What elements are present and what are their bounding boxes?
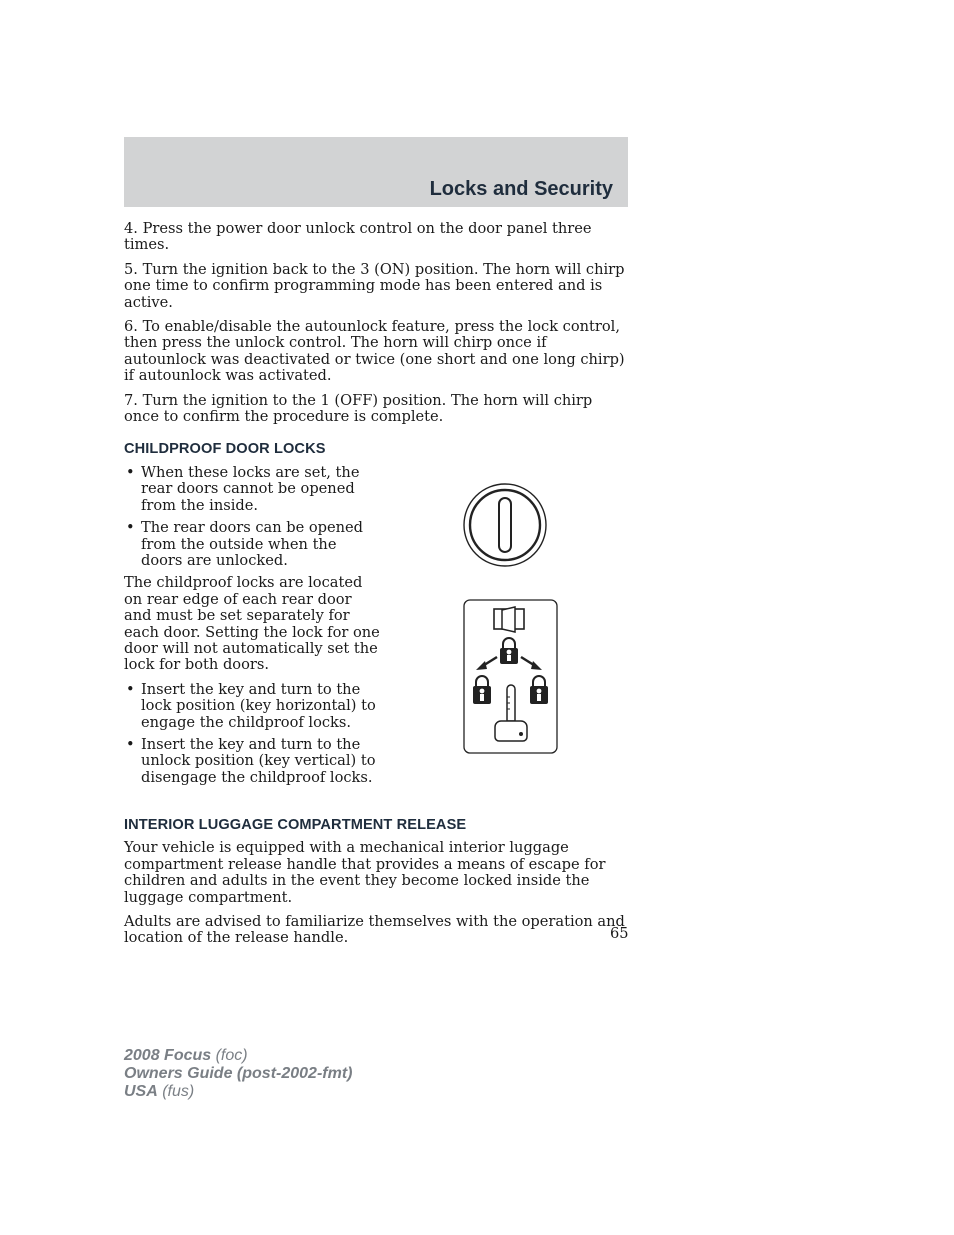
childproof-section	[124, 465, 628, 801]
childproof-paragraph: The childproof locks are located on rear edge of each rear door and must be set separately for each door. Setting the lock for one door will not automatically set the lock for both doors.	[124, 574, 380, 674]
step-6: 6. To enable/disable the autounlock feature, press the lock control, then press the unlock control. The horn will chirp once if autounlock was deactivated or twice (one short and one long chirp) if autounlock was activated.	[124, 318, 625, 385]
list-item: • When these locks are set, the rear doors cannot be opened from the inside.	[126, 463, 360, 514]
bullet-icon: •	[126, 519, 135, 537]
page-content	[124, 221, 628, 955]
childproof-heading: CHILDPROOF DOOR LOCKS	[124, 441, 326, 458]
section-title: Locks and Security	[429, 178, 613, 200]
footer-line-2: Owners Guide (post-2002-fmt)	[124, 1065, 353, 1082]
childproof-text	[124, 465, 382, 786]
header-band	[124, 137, 628, 207]
page-number: 65	[610, 925, 629, 942]
bullet-icon: •	[126, 735, 135, 753]
list-item: • The rear doors can be opened from the outside when the doors are unlocked.	[126, 519, 364, 569]
luggage-paragraph-2: Adults are advised to familiarize themselves with the operation and location of the release handle.	[124, 912, 625, 947]
footer-line-3: USA (fus)	[124, 1083, 195, 1100]
step-4: 4. Press the power door unlock control on the door panel three times.	[124, 220, 592, 254]
luggage-heading: INTERIOR LUGGAGE COMPARTMENT RELEASE	[124, 816, 467, 833]
bullet-icon: •	[126, 680, 135, 698]
childproof-bullets-top	[124, 465, 382, 569]
step-7: 7. Turn the ignition to the 1 (OFF) position. The horn will chirp once to confirm the procedure is complete.	[124, 391, 593, 426]
step-5: 5. Turn the ignition back to the 3 (ON) position. The horn will chirp one time to confirm programming mode has been entered and is active.	[124, 260, 625, 311]
list-item: • Insert the key and turn to the lock position (key horizontal) to engage the childproof locks.	[126, 680, 376, 731]
childproof-lock-cylinder-icon	[462, 482, 548, 568]
childproof-lock-label-icon	[463, 599, 559, 755]
footer	[124, 1047, 352, 1101]
luggage-paragraph-1: Your vehicle is equipped with a mechanical interior luggage compartment release handle that provides a means of escape for children and adults in the event they become locked inside the luggage compartment.	[124, 839, 606, 906]
footer-line-1: 2008 Focus (foc)	[124, 1047, 248, 1064]
list-item: • Insert the key and turn to the unlock position (key vertical) to disengage the childproof locks.	[126, 735, 376, 786]
bullet-icon: •	[126, 463, 135, 481]
childproof-bullets-bottom	[124, 682, 382, 786]
